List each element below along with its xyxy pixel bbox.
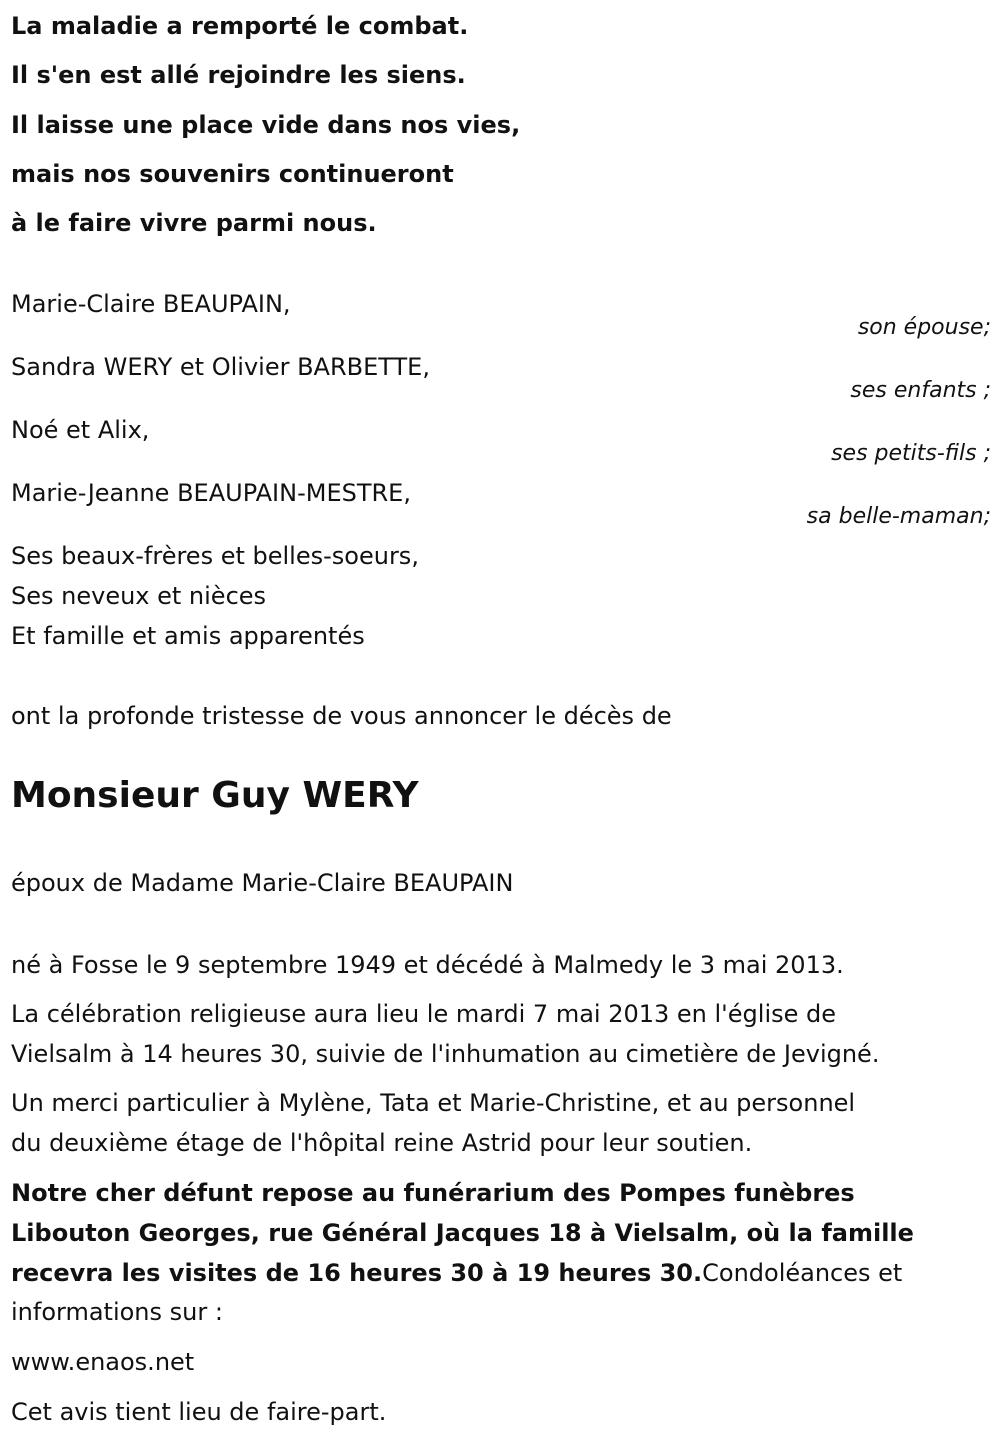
funeral-home-line-3	[11, 1258, 902, 1288]
family-role-children: ses enfants ;	[850, 378, 991, 403]
information-line: informations sur :	[11, 1298, 223, 1326]
announcement-text: ont la profonde tristesse de vous annoncer le décès de	[11, 702, 672, 730]
family-role-mother-in-law: sa belle-maman;	[806, 504, 991, 529]
poem-line-3: Il laisse une place vide dans nos vies,	[11, 111, 521, 139]
condolences-text: Condoléances et	[702, 1259, 903, 1287]
closing-line: Cet avis tient lieu de faire-part.	[11, 1398, 387, 1426]
funeral-home-line-1: Notre cher défunt repose au funérarium des Pompes funèbres	[11, 1179, 855, 1207]
family-role-grandchildren: ses petits-fils ;	[831, 441, 991, 466]
ceremony-line-1: La célébration religieuse aura lieu le mardi 7 mai 2013 en l'église de	[11, 1000, 837, 1028]
poem-line-2: Il s'en est allé rejoindre les siens.	[11, 61, 466, 89]
deceased-name: Monsieur Guy WERY	[11, 775, 419, 816]
relatives-line-1: Ses beaux-frères et belles-soeurs,	[11, 542, 419, 570]
website-link[interactable]: www.enaos.net	[11, 1348, 195, 1376]
thanks-line-1: Un merci particulier à Mylène, Tata et Marie-Christine, et au personnel	[11, 1089, 856, 1117]
family-role-spouse: son épouse;	[857, 315, 991, 340]
spouse-line: époux de Madame Marie-Claire BEAUPAIN	[11, 869, 514, 897]
visiting-hours-text: recevra les visites de 16 heures 30 à 19 heures 30.	[11, 1259, 703, 1287]
birth-death-line: né à Fosse le 9 septembre 1949 et décédé à Malmedy le 3 mai 2013.	[11, 951, 844, 979]
relatives-line-3: Et famille et amis apparentés	[11, 622, 365, 650]
family-name-children: Sandra WERY et Olivier BARBETTE,	[11, 353, 430, 381]
poem-line-4: mais nos souvenirs continueront	[11, 160, 454, 188]
family-name-mother-in-law: Marie-Jeanne BEAUPAIN-MESTRE,	[11, 479, 411, 507]
relatives-line-2: Ses neveux et nièces	[11, 582, 267, 610]
family-name-grandchildren: Noé et Alix,	[11, 416, 150, 444]
funeral-home-line-2: Libouton Georges, rue Général Jacques 18 à Vielsalm, où la famille	[11, 1219, 914, 1247]
thanks-line-2: du deuxième étage de l'hôpital reine Astrid pour leur soutien.	[11, 1129, 753, 1157]
poem-line-1: La maladie a remporté le combat.	[11, 12, 469, 40]
ceremony-line-2: Vielsalm à 14 heures 30, suivie de l'inhumation au cimetière de Jevigné.	[11, 1040, 880, 1068]
family-name-spouse: Marie-Claire BEAUPAIN,	[11, 290, 291, 318]
poem-line-5: à le faire vivre parmi nous.	[11, 209, 377, 237]
